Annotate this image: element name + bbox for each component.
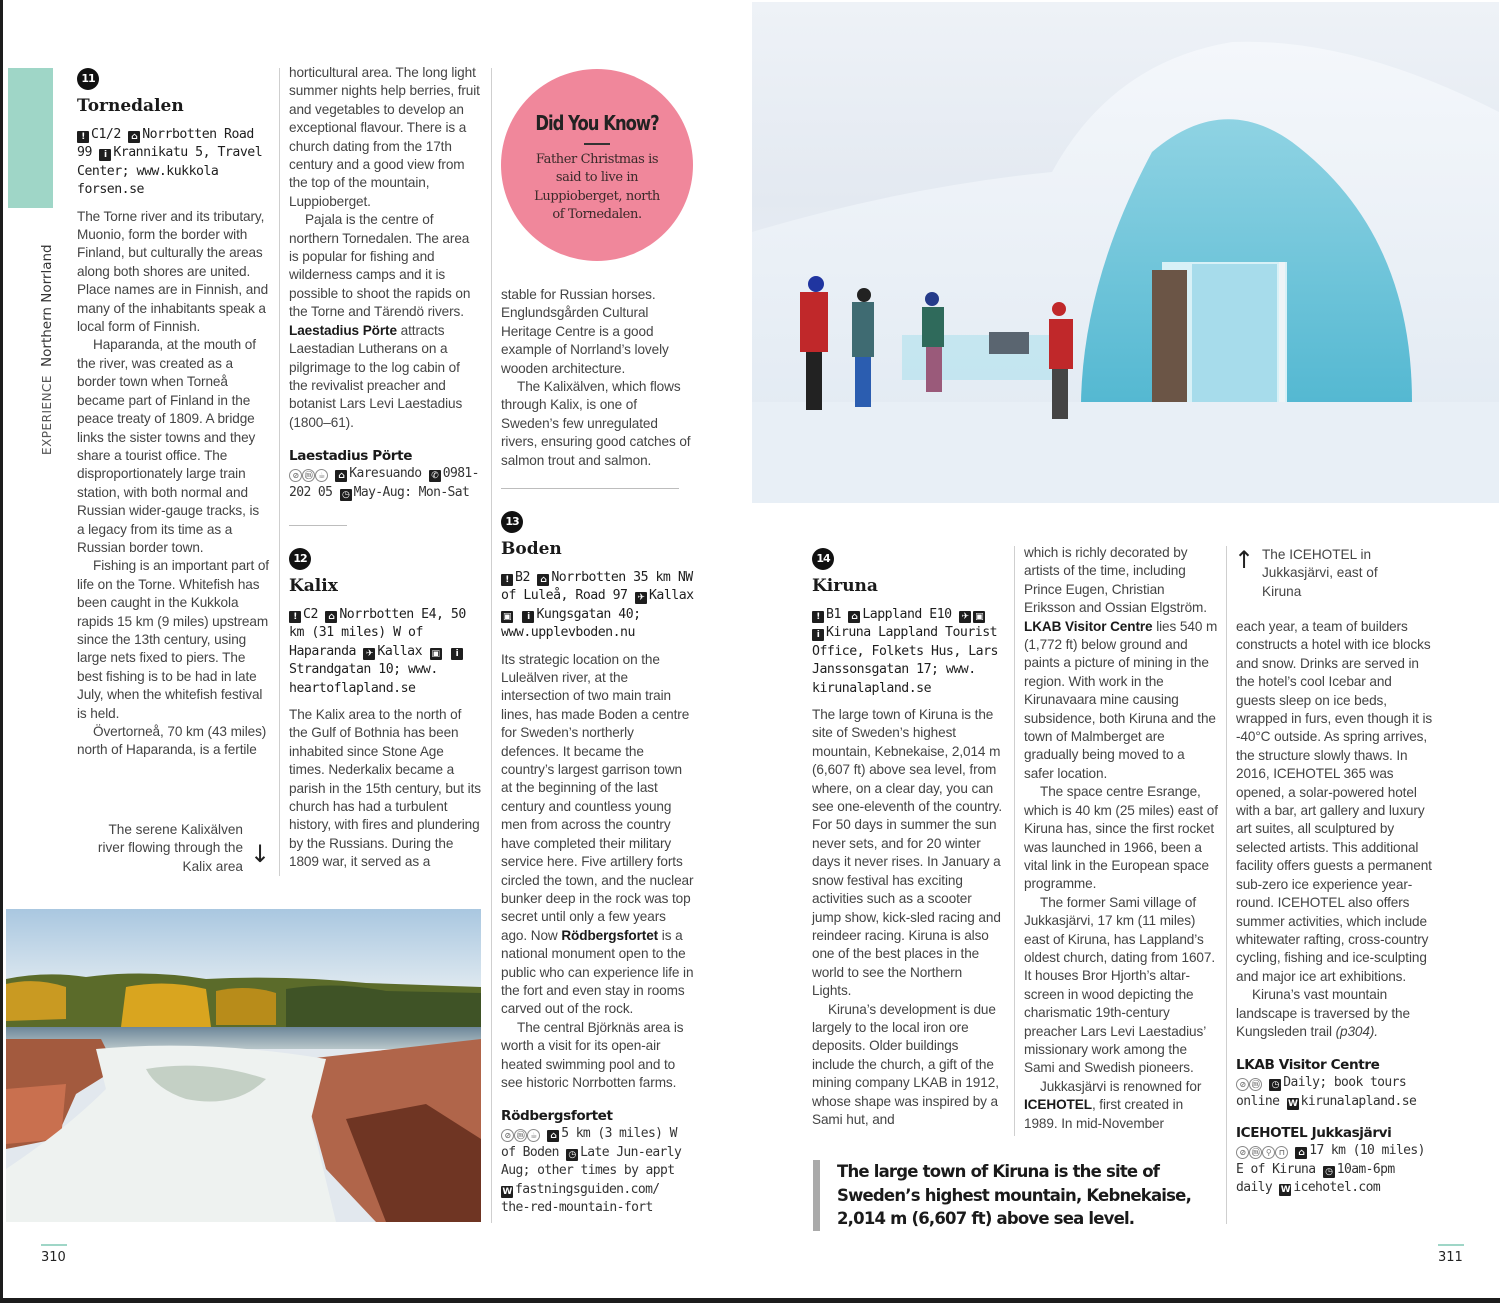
paragraph: The Torne river and its tributary, Muonio, form the border with Finland, but culturally the areas along both shores are united. Place names are in Finnish, and many of the inhabitants speak a local form of Finnish. xyxy=(77,208,269,335)
callout-text: Father Christmas is said to live in Luppioberget, north of Tornedalen. xyxy=(534,152,660,223)
highlight-laestadius-porte: Laestadius Pörte xyxy=(289,322,397,338)
arrow-up-icon: ↑ xyxy=(1234,546,1255,574)
info-icon: i xyxy=(99,149,111,161)
column-divider xyxy=(279,68,280,876)
paragraph xyxy=(289,211,481,432)
listing-rodbergsfortet xyxy=(501,1108,695,1217)
ticket-icon: ⊘ xyxy=(501,1129,514,1142)
photo-caption-icehotel: The ICEHOTEL in Jukkasjärvi, east of Kiruna xyxy=(1262,547,1378,599)
website-link[interactable]: kirunalapland.se xyxy=(1300,1093,1417,1109)
location: 5 km (3 miles) W of Boden xyxy=(501,1126,677,1160)
page-reference-link[interactable]: (p304). xyxy=(1335,1023,1378,1039)
location: Karesuando xyxy=(349,466,422,482)
entry-number-badge: 13 xyxy=(501,511,523,533)
highlight-lkab-visitor-centre: LKAB Visitor Centre xyxy=(1024,618,1153,634)
highlight-icehotel: ICEHOTEL xyxy=(1024,1097,1092,1113)
paragraph: The Kalixälven, which flows through Kalix, is one of Sweden’s few unregulated rivers, ensuring good catches of salmon trout and salmon. xyxy=(501,379,691,468)
phone-number[interactable]: 0981-202 05 xyxy=(289,466,479,500)
kiruna-continued-2 xyxy=(1236,618,1434,1197)
photo-icehotel xyxy=(752,2,1499,503)
entry-title: Boden xyxy=(501,539,562,559)
bus-icon: ▣ xyxy=(502,611,511,622)
house-icon: ⌂ xyxy=(848,611,860,623)
paragraph-text: Kiruna’s vast mountain landscape is traversed by the Kungsleden trail xyxy=(1236,987,1410,1039)
paragraph-text: , first created in 1989. In mid-November xyxy=(1024,1097,1184,1131)
airport: Kallax xyxy=(377,643,423,659)
paragraph-text: is a national monument open to the public who can experience life in the fort and even stay in rooms carved out of the rock. xyxy=(501,927,694,1017)
entry-body xyxy=(289,64,481,432)
restaurant-icon: ⓜ xyxy=(302,469,315,482)
address: Norrbotten Road 99 xyxy=(77,127,254,161)
entry-title: Kalix xyxy=(289,576,338,596)
paragraph-text: Pajala is the centre of northern Tornedalen. The area is popular for fishing and wilderness camps and it is possible to shoot the rapids on the Torne and Tärendö rivers. xyxy=(289,212,471,320)
column-divider xyxy=(1014,546,1015,1136)
info-icon: i xyxy=(812,629,824,641)
cafe-icon: ☕ xyxy=(527,1129,540,1142)
page-number-left: 310 xyxy=(41,1250,66,1265)
clock-icon: ◷ xyxy=(1323,1166,1335,1178)
paragraph: Övertorneå, 70 km (43 miles) north of Haparanda, is a fertile xyxy=(77,724,267,758)
info-icon: i xyxy=(451,648,463,660)
entry-info-block xyxy=(501,569,695,643)
ticket-icon: ⊘ xyxy=(1236,1146,1249,1159)
address: Norrbotten 35 km NW of Luleå, Road 97 xyxy=(501,570,693,604)
map-reference: C1/2 xyxy=(91,127,121,142)
map-reference-icon: ! xyxy=(77,131,89,143)
ticket-icon: ⊘ xyxy=(1236,1078,1249,1091)
kalix-continued xyxy=(501,286,693,470)
map-reference-icon: ! xyxy=(501,574,513,586)
paragraph: each year, a team of builders constructs a hotel with ice blocks and snow. Drinks are served in the hotel’s cool Icebar and guests sleep on ice beds, wrapped in furs, even though it is -40°C outside. As spring arrives, the structure slowly thaws. In 2016, ICEHOTEL 365 was opened, a solar-powered hotel with a bar, art gallery and luxury art suites, all sculptured by selected artists. This additional facility offers guests a permanent sub-zero ice experience year-round. ICEHOTEL also offers summer activities, which include whitewater rafting, cross-country cycling, fishing and ice-sculpting and major ice art exhibitions. xyxy=(1236,619,1433,984)
paragraph xyxy=(1024,1078,1218,1133)
opening-hours: Late Jun-early Aug; other times by appt xyxy=(501,1144,682,1179)
airport: Kallax xyxy=(648,588,694,604)
paragraph xyxy=(1024,544,1218,783)
house-icon: ⌂ xyxy=(547,1130,559,1142)
entry-number-badge: 14 xyxy=(812,548,834,570)
section-running-head xyxy=(39,244,55,455)
restaurant-icon: ⓜ xyxy=(1249,1078,1262,1091)
plane-icon: ✈ xyxy=(959,611,971,623)
paragraph-text: Its strategic location on the Luleälven river, at the intersection of two main train lines, has made Boden a centre for Sweden’s northerly defences. It became the country’s largest garrison town at the beginning of the last century and countless young men from across the country have completed their military service here. Five artillery forts circled the town, and the nuclear bunker deep in the rock was top secret until only a few years ago. Now xyxy=(501,651,694,943)
paragraph-text: Jukkasjärvi is renowned for xyxy=(1040,1078,1202,1094)
entry-title: Tornedalen xyxy=(77,96,184,116)
page-number-right: 311 xyxy=(1438,1250,1463,1265)
section-color-tab xyxy=(8,68,53,208)
listing-title: ICEHOTEL Jukkasjärvi xyxy=(1236,1125,1392,1142)
paragraph: The space centre Esrange, which is 40 km (25 miles) east of Kiruna has, since the first rocket was launched in 1966, been a vital link in the European space programme. xyxy=(1024,784,1218,892)
paragraph xyxy=(1236,986,1434,1041)
listing-title: LKAB Visitor Centre xyxy=(1236,1057,1380,1074)
entry-body xyxy=(77,208,269,760)
divider-rule xyxy=(289,525,347,526)
map-reference-icon: ! xyxy=(812,611,824,623)
address: Norrbotten E4, 50 km (31 miles) W of Haparanda xyxy=(289,607,466,659)
ticket-icon: ⊘ xyxy=(289,469,302,482)
entry-title: Kiruna xyxy=(812,576,878,596)
map-reference-icon: ! xyxy=(289,611,301,623)
website-link[interactable]: icehotel.com xyxy=(1293,1179,1381,1195)
listing-laestadius-porte xyxy=(289,448,481,502)
region-label: Northern Norrland xyxy=(39,244,55,367)
entry-body xyxy=(1024,544,1218,1133)
paragraph: horticultural area. The long light summer nights help berries, fruit and vegetables to develop an exceptional flavour. There is a church dating from the 17th century and a good view from the top of the mountain, Luppioberget. xyxy=(289,65,480,209)
web-icon: W xyxy=(1280,1184,1291,1195)
entry-kiruna xyxy=(812,548,1004,1129)
shop-icon: ⊓ xyxy=(1275,1146,1288,1159)
photo-caption-river: The serene Kalixälven river flowing through the Kalix area xyxy=(97,822,243,874)
entry-info-block xyxy=(77,126,269,200)
house-icon: ⌂ xyxy=(128,131,140,143)
paragraph: The former Sami village of Jukkasjärvi, 17 km (11 miles) east of Kiruna, has Lappland’s oldest church, dating from 1607. It houses Bror Hjorth’s altar-screen in wood depicting the charismatic 19th-century preacher Lars Levi Laestadius’ missionary work among the Sami and Swedish pioneers. xyxy=(1024,894,1216,1076)
listing-icehotel xyxy=(1236,1125,1434,1197)
house-icon: ⌂ xyxy=(537,574,549,586)
entry-body xyxy=(812,706,1004,1129)
plane-icon: ✈ xyxy=(635,592,647,604)
clock-icon: ◷ xyxy=(566,1149,578,1161)
listing-details xyxy=(501,1125,695,1217)
did-you-know-callout xyxy=(501,69,693,261)
column-divider xyxy=(491,68,492,1223)
entry-body xyxy=(289,706,481,872)
paragraph: stable for Russian horses. Englundsgården Cultural Heritage Centre is a good example of Norrland’s lovely wooden architecture. xyxy=(501,287,669,376)
paragraph: Fishing is an important part of life on the Torne. Whitefish has been caught in the Kukkola rapids 15 km (9 miles) upstream since the 13th century, using large nets fixed to piers. The best fishing is to be had in late July, when the whitefish festival is held. xyxy=(77,558,269,721)
callout-title: Did You Know? xyxy=(535,111,659,135)
tourist-info[interactable]: Strandgatan 10; www. heartoflapland.se xyxy=(289,662,438,696)
opening-hours: Daily; book tours online xyxy=(1236,1075,1407,1109)
paragraph: The central Björknäs area is worth a visit for its open-air heated swimming pool and to see historic Norrbotten farms. xyxy=(501,1019,684,1090)
folio-accent-left xyxy=(41,1244,67,1246)
bus-icon: ▣ xyxy=(975,612,984,622)
entry-body xyxy=(501,286,693,470)
column-divider xyxy=(1226,546,1227,1224)
kiruna-continued xyxy=(1024,544,1218,1133)
info-icon: i xyxy=(522,611,534,623)
restaurant-icon: ⓜ xyxy=(1249,1146,1262,1159)
house-icon: ⌂ xyxy=(335,470,347,482)
tourist-info[interactable]: Krannikatu 5, Travel Center; www.kukkola forsen.se xyxy=(77,145,263,198)
entry-boden xyxy=(501,511,695,1217)
entry-body xyxy=(501,651,695,1093)
clock-icon: ◷ xyxy=(1269,1079,1281,1091)
entry-body xyxy=(1236,618,1434,1041)
map-reference: C2 xyxy=(303,607,318,622)
plane-icon: ✈ xyxy=(363,648,375,660)
arrow-down-icon: ↓ xyxy=(250,840,271,868)
listing-title: Rödbergsfortet xyxy=(501,1108,613,1125)
phone-icon: ✆ xyxy=(429,470,441,482)
entry-number-badge: 11 xyxy=(77,68,99,90)
clock-icon: ◷ xyxy=(340,489,352,501)
paragraph: The large town of Kiruna is the site of Sweden’s highest mountain, Kebnekaise, 2,014 m (6,607 ft) above sea level, from where, on a clear day, you can see one-eleventh of the country. For 50 days in summer the sun never sets, and for 20 winter days it never rises. In January a snow festival has exciting activities such as a scooter jump show, kick-sled racing and reindeer racing. Kiruna is also one of the best places in the world to see the Northern Lights. xyxy=(812,707,1003,999)
opening-hours: May-Aug: Mon-Sat xyxy=(353,484,470,500)
paragraph-text: which is richly decorated by artists of the time, including Prince Eugen, Christian Eriksson and Ossian Elgström. xyxy=(1024,545,1207,616)
tourist-info[interactable]: Kiruna Lappland Tourist Office, Folkets Hus, Lars Janssonsgatan 17; www. kirunalapland.se xyxy=(812,625,998,696)
bus-icon: ▣ xyxy=(431,648,440,659)
paragraph: Kiruna’s development is due largely to the local iron ore deposits. Older buildings include the church, a gift of the mining company LKAB in 1912, whose shape was inspired by a Sami hut, and xyxy=(812,1001,999,1127)
entry-kalix xyxy=(289,548,481,872)
web-icon: W xyxy=(502,1186,512,1197)
opening-hours: 10am-6pm daily xyxy=(1236,1161,1395,1195)
address: Lappland E10 xyxy=(862,607,952,622)
listing-title: Laestadius Pörte xyxy=(289,448,413,465)
house-icon: ⌂ xyxy=(325,611,337,623)
listing-details xyxy=(1236,1074,1434,1111)
entry-info-block xyxy=(289,606,481,698)
listing-lkab-visitor-centre xyxy=(1236,1057,1434,1111)
tornedalen-continued xyxy=(289,64,481,502)
entry-tornedalen xyxy=(77,68,269,760)
river-rapids-illustration xyxy=(6,909,481,1222)
map-reference: B1 xyxy=(826,607,841,622)
tourist-info[interactable]: Kungsgatan 40; www.upplevboden.nu xyxy=(501,606,641,641)
paragraph-text: lies 540 m (1,772 ft) below ground and paints a picture of mining in the region. With work in the Kirunavaara mine causing subsidence, both Kiruna and the town of Malmberget are gradually being moved to a safer location. xyxy=(1024,618,1218,781)
restroom-icon: ⚲ xyxy=(1262,1146,1275,1159)
map-reference: B2 xyxy=(515,570,530,585)
house-icon: ⌂ xyxy=(1295,1147,1307,1159)
paragraph: Haparanda, at the mouth of the river, was created as a border town when Torneå became part of Finland in the peace treaty of 1809. A bridge links the sister towns and they share a tourist office. The disproportionately large train station, with both normal and Russian wider-gauge tracks, is a legacy from its time as a Russian border town. xyxy=(77,337,260,555)
callout-rule xyxy=(584,143,610,145)
pull-quote: The large town of Kiruna is the site of Sweden’s highest mountain, Kebnekaise, 2,014 m (6,607 ft) above sea level. xyxy=(813,1160,1193,1231)
paragraph: The Kalix area to the north of the Gulf of Bothnia has been inhabited since Stone Age times. Nederkalix became a parish in the 15th century, but its church has had a turbulent history, with fires and plundering by the Russians. During the 1809 war, it served as a xyxy=(289,707,481,870)
photo-kalixalven-river xyxy=(6,909,481,1222)
cafe-icon: ☕ xyxy=(315,469,328,482)
listing-details xyxy=(289,465,481,502)
entry-info-block xyxy=(812,606,1004,698)
icehotel-entrance-illustration xyxy=(752,2,1499,503)
divider-rule xyxy=(501,488,679,489)
paragraph xyxy=(501,651,695,1019)
highlight-rodbergsfortet: Rödbergsfortet xyxy=(561,927,659,943)
listing-details xyxy=(1236,1142,1434,1197)
location: 17 km (10 miles) E of Kiruna xyxy=(1236,1143,1425,1177)
section-label: EXPERIENCE xyxy=(40,374,54,455)
restaurant-icon: ⓜ xyxy=(514,1129,527,1142)
paragraph-text: attracts Laestadian Lutherans on a pilgrimage to the log cabin of the revivalist preacher and botanist Lars Levi Laestadius (1800–61). xyxy=(289,322,463,430)
folio-accent-right xyxy=(1438,1244,1464,1246)
web-icon: W xyxy=(1287,1098,1298,1109)
website-link[interactable]: fastningsguiden.com/ the-red-mountain-fort xyxy=(501,1181,660,1215)
entry-number-badge: 12 xyxy=(289,548,311,570)
